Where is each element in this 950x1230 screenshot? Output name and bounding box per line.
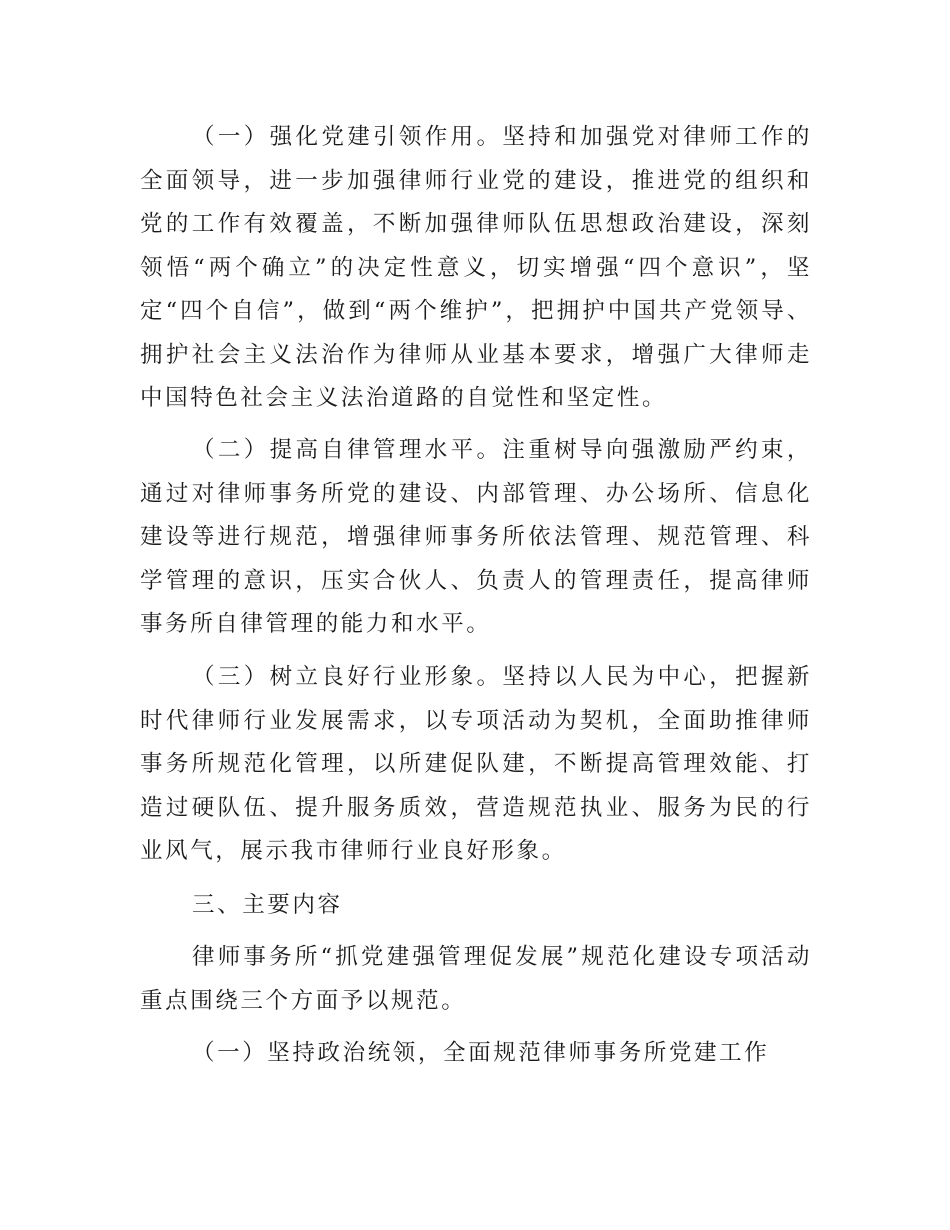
paragraph-improve-self-discipline: （二）提高自律管理水平。注重树导向强激励严约束，通过对律师事务所党的建设、内部管理、办公场所、信息化建设等进行规范，增强律师事务所依法管理、规范管理、科学管理的意识，压实合伙人、负责人的管理责任，提高律师事务所自律管理的能力和水平。: [140, 437, 812, 637]
subheading-political-leadership: （一）坚持政治统领，全面规范律师事务所党建工作: [192, 1040, 770, 1066]
paragraph-industry-image: （三）树立良好行业形象。坚持以人民为中心，把握新时代律师行业发展需求，以专项活动为契机，全面助推律师事务所规范化管理，以所建促队建，不断提高管理效能、打造过硬队伍、提升服务质效，营造规范执业、服务为民的行业风气，展示我市律师行业良好形象。: [140, 664, 812, 864]
paragraph-strengthen-party-leadership: （一）强化党建引领作用。坚持和加强党对律师工作的全面领导，进一步加强律师行业党的建设，推进党的组织和党的工作有效覆盖，不断加强律师队伍思想政治建设，深刻领悟“两个确立”的决定性意义，切实增强“四个意识”，坚定“四个自信”，做到“两个维护”，把拥护中国共产党领导、拥护社会主义法治作为律师从业基本要求，增强广大律师走中国特色社会主义法治道路的自觉性和坚定性。: [140, 124, 812, 411]
section-heading-main-content: 三、主要内容: [192, 892, 343, 918]
paragraph-main-content-intro: 律师事务所“抓党建强管理促发展”规范化建设专项活动重点围绕三个方面予以规范。: [140, 944, 812, 1014]
